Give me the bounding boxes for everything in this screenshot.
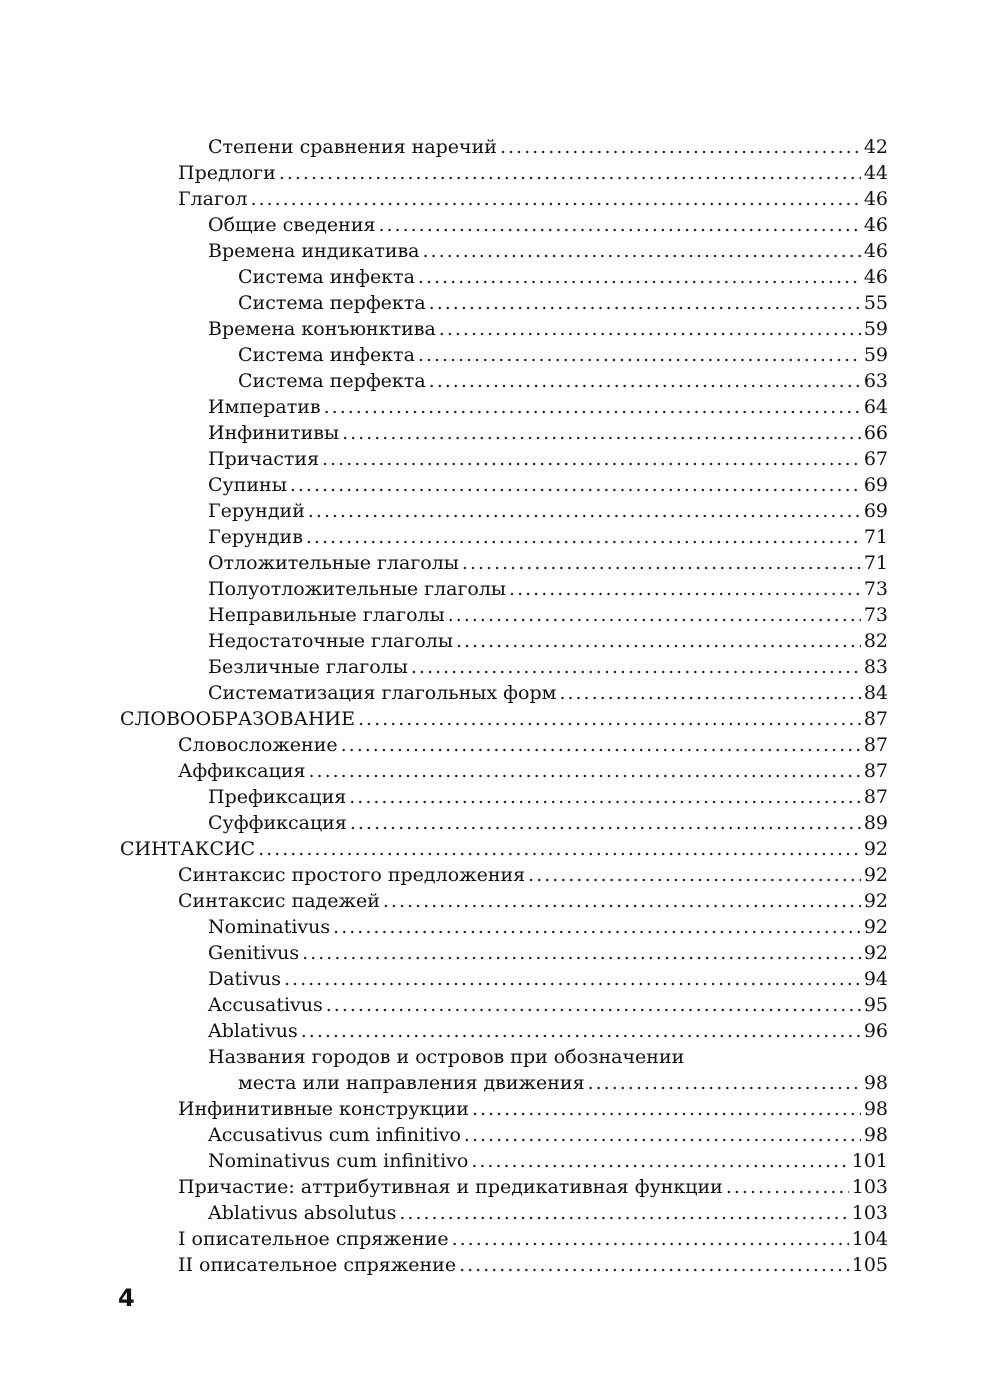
- toc-entry[interactable]: [120, 1018, 888, 1044]
- toc-entry-page: 67: [863, 448, 888, 470]
- toc-entry-title: СИНТАКСИС: [120, 838, 256, 860]
- dot-leader: [341, 732, 861, 758]
- toc-entry[interactable]: [120, 472, 888, 498]
- toc-entry-page: 98: [863, 1098, 888, 1120]
- dot-leader: [279, 160, 861, 186]
- toc-entry-page: 103: [851, 1176, 888, 1198]
- toc-entry-title: Инфинитивы: [208, 422, 340, 444]
- toc-entry-title: Nominativus cum infinitivo: [208, 1150, 469, 1172]
- toc-entry[interactable]: [120, 134, 888, 160]
- toc-entry-title: Accusativus cum infinitivo: [208, 1124, 461, 1146]
- toc-entry[interactable]: [120, 758, 888, 784]
- dot-leader: [378, 212, 860, 238]
- toc-entry-page: 46: [863, 240, 888, 262]
- toc-entry-page: 55: [863, 292, 888, 314]
- dot-leader: [439, 316, 861, 342]
- dot-leader: [309, 758, 861, 784]
- toc-entry-title: Времена индикатива: [208, 240, 420, 262]
- toc-entry-title: Императив: [208, 396, 321, 418]
- toc-entry-title: Степени сравнения наречий: [208, 136, 497, 158]
- dot-leader: [452, 1226, 849, 1252]
- toc-entry[interactable]: [120, 784, 888, 810]
- toc-entry[interactable]: [120, 420, 888, 446]
- dot-leader: [383, 888, 861, 914]
- toc-entry-title: Супины: [208, 474, 287, 496]
- dot-leader: [284, 966, 861, 992]
- dot-leader: [509, 576, 861, 602]
- dot-leader: [250, 186, 860, 212]
- toc-entry-title: Недостаточные глаголы: [208, 630, 453, 652]
- toc-entry-title: Безличные глаголы: [208, 656, 408, 678]
- toc-entry-page: 103: [851, 1202, 888, 1224]
- toc-entry-page: 64: [863, 396, 888, 418]
- dot-leader: [500, 134, 861, 160]
- toc-entry-page: 73: [863, 578, 888, 600]
- dot-leader: [448, 602, 861, 628]
- toc-entry[interactable]: [120, 862, 888, 888]
- toc-entry-page: 98: [863, 1124, 888, 1146]
- toc-entry[interactable]: [120, 1226, 888, 1252]
- toc-entry-page: 101: [851, 1150, 888, 1172]
- toc-entry-page: 83: [863, 656, 888, 678]
- toc-entry-title: Времена конъюнктива: [208, 318, 436, 340]
- dot-leader: [306, 524, 861, 550]
- toc-entry-title: Ablativus absolutus: [208, 1202, 397, 1224]
- toc-entry[interactable]: [120, 394, 888, 420]
- toc-entry[interactable]: [120, 524, 888, 550]
- toc-entry[interactable]: [120, 1096, 888, 1122]
- toc-entry-page: 42: [863, 136, 888, 158]
- toc-entry[interactable]: [120, 160, 888, 186]
- toc-entry-page: 94: [863, 968, 888, 990]
- toc-entry[interactable]: [120, 1200, 888, 1226]
- toc-entry[interactable]: [120, 888, 888, 914]
- toc-entry-title: Система перфекта: [238, 370, 426, 392]
- toc-entry-page: 87: [863, 708, 888, 730]
- toc-entry-title: Genitivus: [208, 942, 300, 964]
- dot-leader: [462, 550, 861, 576]
- dot-leader: [464, 1122, 861, 1148]
- toc-entry[interactable]: [120, 1148, 888, 1174]
- toc-entry[interactable]: [120, 680, 888, 706]
- toc-entry[interactable]: [120, 732, 888, 758]
- toc-entry-title: Аффиксация: [178, 760, 306, 782]
- toc-entry-page: 66: [863, 422, 888, 444]
- dot-leader: [326, 992, 861, 1018]
- toc-entry-page: 71: [863, 552, 888, 574]
- toc-entry-page: 92: [863, 864, 888, 886]
- toc-entry-page: 84: [863, 682, 888, 704]
- toc-entry-page: 69: [863, 474, 888, 496]
- toc-entry-title: Предлоги: [178, 162, 276, 184]
- toc-entry-page: 105: [851, 1254, 888, 1276]
- toc-entry-title: Глагол: [178, 188, 248, 210]
- toc-entry-page: 87: [863, 734, 888, 756]
- toc-entry[interactable]: [120, 186, 888, 212]
- toc-entry[interactable]: [120, 1122, 888, 1148]
- toc-entry[interactable]: [120, 940, 888, 966]
- toc-entry-title: Герундий: [208, 500, 305, 522]
- toc-entry-title: Суффиксация: [208, 812, 347, 834]
- toc-entry-page: 92: [863, 942, 888, 964]
- toc-entry-page: 89: [863, 812, 888, 834]
- dot-leader: [301, 1018, 861, 1044]
- dot-leader: [418, 342, 861, 368]
- dot-leader: [258, 836, 861, 862]
- dot-leader: [429, 290, 861, 316]
- toc-entry[interactable]: [120, 498, 888, 524]
- toc-entry-title: Названия городов и островов при обозначении: [208, 1046, 685, 1068]
- toc-entry-title: Неправильные глаголы: [208, 604, 445, 626]
- toc-entry[interactable]: [120, 966, 888, 992]
- toc-entry-page: 44: [863, 162, 888, 184]
- toc-entry[interactable]: [120, 212, 888, 238]
- toc-entry-page: 63: [863, 370, 888, 392]
- toc-entry[interactable]: [120, 446, 888, 472]
- toc-entry[interactable]: [120, 706, 888, 732]
- toc-entry[interactable]: [120, 368, 888, 394]
- toc-entry[interactable]: [120, 342, 888, 368]
- toc-entry-title: II описательное спряжение: [178, 1254, 457, 1276]
- dot-leader: [471, 1148, 848, 1174]
- toc-entry[interactable]: [120, 550, 888, 576]
- toc-entry-title-continuation: места или направления движения: [238, 1072, 585, 1094]
- toc-entry-title: Префиксация: [208, 786, 347, 808]
- dot-leader: [528, 862, 861, 888]
- dot-leader: [559, 680, 860, 706]
- toc-entry-title: Инфинитивные конструкции: [178, 1098, 469, 1120]
- toc-entry[interactable]: [120, 836, 888, 862]
- toc-entry-title: Accusativus: [208, 994, 323, 1016]
- dot-leader: [308, 498, 861, 524]
- dot-leader: [333, 914, 861, 940]
- toc-entry[interactable]: [120, 1252, 888, 1278]
- dot-leader: [472, 1096, 861, 1122]
- toc-entry-page: 59: [863, 318, 888, 340]
- dot-leader: [423, 238, 861, 264]
- toc-entry-page: 46: [863, 266, 888, 288]
- toc-entry-title: Систематизация глагольных форм: [208, 682, 557, 704]
- dot-leader: [290, 472, 861, 498]
- toc-entry-title: Герундив: [208, 526, 303, 548]
- toc-entry-title: Система инфекта: [238, 344, 415, 366]
- toc-entry[interactable]: [120, 264, 888, 290]
- toc-entry-page: 96: [863, 1020, 888, 1042]
- dot-leader: [349, 784, 861, 810]
- toc-entry-title: Словосложение: [178, 734, 338, 756]
- toc-entry[interactable]: [120, 602, 888, 628]
- toc-entry-title: СЛОВООБРАЗОВАНИЕ: [120, 708, 355, 730]
- toc-entry[interactable]: [120, 992, 888, 1018]
- toc-entry-title: Синтаксис падежей: [178, 890, 380, 912]
- toc-entry-title: Система перфекта: [238, 292, 426, 314]
- toc-entry[interactable]: [120, 238, 888, 264]
- toc-entry-page: 82: [863, 630, 888, 652]
- toc-entry[interactable]: [120, 810, 888, 836]
- dot-leader: [456, 628, 861, 654]
- dot-leader: [324, 394, 861, 420]
- toc-entry-page: 104: [851, 1228, 888, 1250]
- toc-entry[interactable]: [120, 576, 888, 602]
- toc-entry[interactable]: [120, 290, 888, 316]
- toc-entry-page: 92: [863, 838, 888, 860]
- toc-entry-page: 95: [863, 994, 888, 1016]
- toc-entry[interactable]: [120, 1174, 888, 1200]
- toc-entry-page: 98: [863, 1072, 888, 1094]
- dot-leader: [342, 420, 861, 446]
- toc-entry[interactable]: [120, 316, 888, 342]
- toc-entry-title: Синтаксис простого предложения: [178, 864, 526, 886]
- toc-entry[interactable]: [120, 1044, 888, 1096]
- dot-leader: [411, 654, 861, 680]
- toc-entry[interactable]: [120, 654, 888, 680]
- page-number: 4: [118, 1284, 135, 1312]
- toc-entry-title: Система инфекта: [238, 266, 415, 288]
- toc-entry-title: Полуотложительные глаголы: [208, 578, 507, 600]
- toc-entry-page: 92: [863, 916, 888, 938]
- toc-entry[interactable]: [120, 914, 888, 940]
- toc-entry-page: 71: [863, 526, 888, 548]
- toc-entry-title: Отложительные глаголы: [208, 552, 459, 574]
- toc-entry-page: 46: [863, 188, 888, 210]
- dot-leader: [358, 706, 861, 732]
- toc-entry-page: 87: [863, 760, 888, 782]
- toc-entry-title: Общие сведения: [208, 214, 376, 236]
- dot-leader: [350, 810, 861, 836]
- toc-entry-title: Причастие: аттрибутивная и предикативная функции: [178, 1176, 723, 1198]
- toc-entry-title: Nominativus: [208, 916, 331, 938]
- dot-leader: [726, 1174, 849, 1200]
- dot-leader: [399, 1200, 848, 1226]
- toc-entry-title: Ablativus: [208, 1020, 298, 1042]
- table-of-contents: [120, 134, 888, 1278]
- dot-leader: [302, 940, 861, 966]
- toc-entry-page: 59: [863, 344, 888, 366]
- dot-leader: [322, 446, 861, 472]
- toc-entry-page: 69: [863, 500, 888, 522]
- toc-entry-page: 92: [863, 890, 888, 912]
- toc-entry-page: 87: [863, 786, 888, 808]
- dot-leader: [459, 1252, 849, 1278]
- toc-entry-title: Причастия: [208, 448, 320, 470]
- dot-leader: [418, 264, 861, 290]
- dot-leader: [429, 368, 861, 394]
- toc-entry[interactable]: [120, 628, 888, 654]
- dot-leader: [588, 1070, 861, 1096]
- toc-entry-page: 73: [863, 604, 888, 626]
- toc-entry-page: 46: [863, 214, 888, 236]
- toc-entry-title: I описательное спряжение: [178, 1228, 449, 1250]
- toc-entry-title: Dativus: [208, 968, 281, 990]
